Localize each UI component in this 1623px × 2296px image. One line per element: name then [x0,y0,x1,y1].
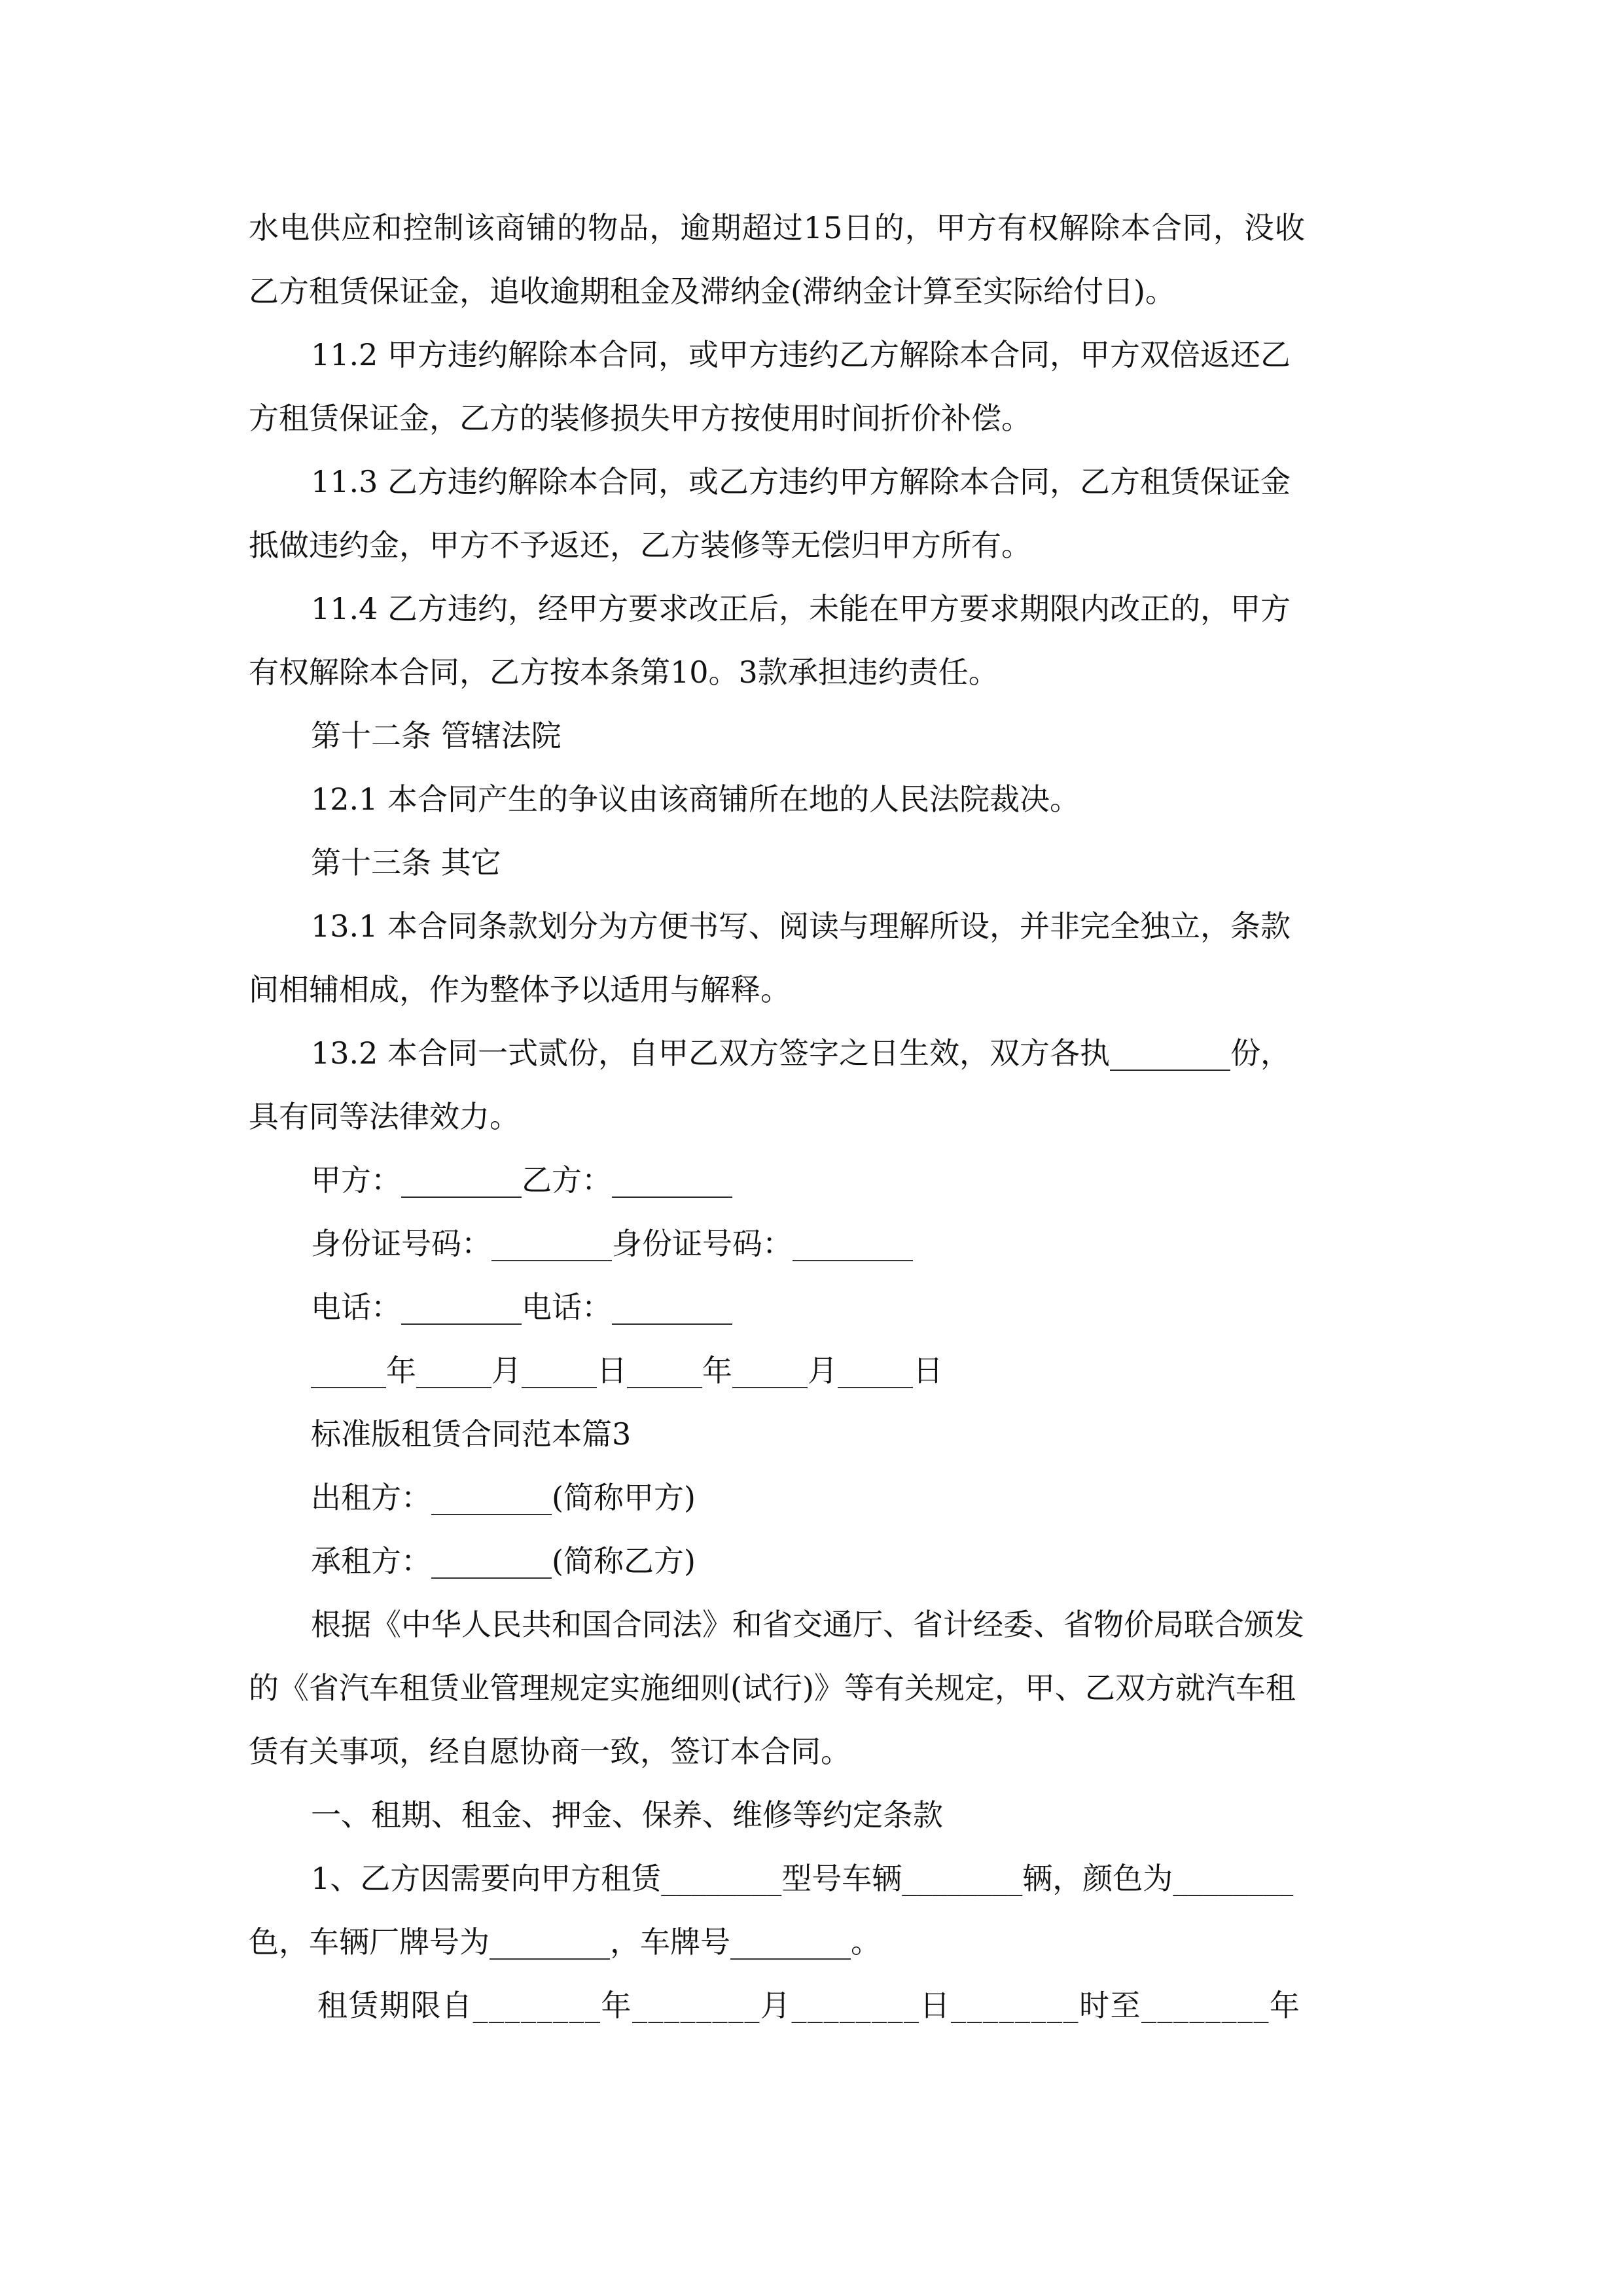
text-line: 有权解除本合同，乙方按本条第10。3款承担违约责任。 [249,655,999,690]
text-line: 水电供应和控制该商铺的物品，逾期超过15日的，甲方有权解除本合同，没收 [249,210,1306,245]
text-line: 方租赁保证金，乙方的装修损失甲方按使用时间折价补偿。 [249,401,1031,436]
text-line: 色，车辆厂牌号为________，车牌号________。 [249,1924,881,1960]
text-line: 身份证号码：________身份证号码：________ [311,1226,913,1261]
document-body [249,196,1374,2037]
text-line: 第十二条 管辖法院 [311,718,562,753]
text-line: 甲方：________乙方：________ [311,1162,732,1198]
text-line: 12.1 本合同产生的争议由该商铺所在地的人民法院裁决。 [311,781,1080,817]
text-line: 11.2 甲方违约解除本合同，或甲方违约乙方解除本合同，甲方双倍返还乙 [311,337,1291,372]
text-line: 1、乙方因需要向甲方租赁________型号车辆________辆，颜色为________ [311,1861,1294,1896]
text-line: 标准版租赁合同范本篇3 [311,1416,632,1452]
text-line: 11.3 乙方违约解除本合同，或乙方违约甲方解除本合同，乙方租赁保证金 [311,464,1291,499]
text-line: 间相辅相成，作为整体予以适用与解释。 [249,972,791,1007]
text-line: 租赁期限自________年________月________日________时至________年 [317,1988,1301,2023]
text-line: 出租方：________(简称甲方) [311,1480,696,1515]
text-line: 乙方租赁保证金，追收逾期租金及滞纳金(滞纳金计算至实际给付日)。 [249,274,1175,309]
text-line: 13.1 本合同条款划分为方便书写、阅读与理解所设，并非完全独立，条款 [311,908,1291,944]
text-line: 赁有关事项，经自愿协商一致，签订本合同。 [249,1734,851,1769]
text-line: 承租方：________(简称乙方) [311,1543,696,1579]
text-line: 13.2 本合同一式贰份，自甲乙双方签字之日生效，双方各执________份， [311,1035,1291,1071]
text-line: 具有同等法律效力。 [249,1099,520,1134]
text-line: 根据《中华人民共和国合同法》和省交通厅、省计经委、省物价局联合颁发 [311,1607,1304,1642]
text-line: 一、租期、租金、押金、保养、维修等约定条款 [311,1797,943,1833]
text-line: _____年_____月_____日_____年_____月_____日 [311,1353,943,1388]
text-line: 的《省汽车租赁业管理规定实施细则(试行)》等有关规定，甲、乙双方就汽车租 [249,1670,1296,1706]
text-line: 抵做违约金，甲方不予返还，乙方装修等无偿归甲方所有。 [249,528,1031,563]
text-line: 11.4 乙方违约，经甲方要求改正后，未能在甲方要求期限内改正的，甲方 [311,591,1291,626]
text-line: 电话：________电话：________ [311,1289,732,1325]
text-line: 第十三条 其它 [311,845,501,880]
